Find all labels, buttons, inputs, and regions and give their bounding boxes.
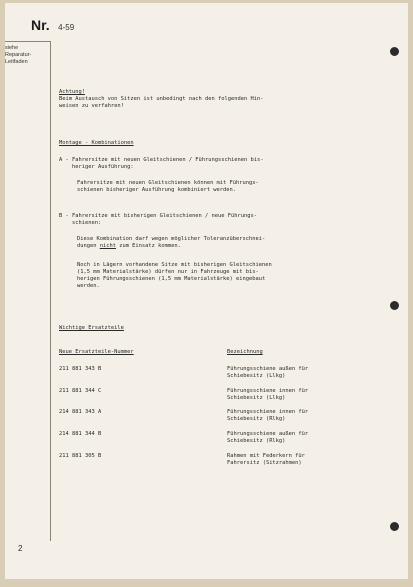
number-label: Nr. [31, 17, 50, 33]
part-description: Fahrersitz (Sitzrahmen) [227, 460, 302, 466]
parts-title: Wichtige Ersatzteile [59, 325, 124, 331]
part-description: Führungsschiene innen für [227, 409, 309, 415]
part-description: Schiebesitz (Llkg) [227, 395, 286, 401]
punch-hole [390, 522, 399, 531]
sheet-header [31, 17, 74, 35]
part-description: Schiebesitz (Rlkg) [227, 416, 286, 422]
achtung-title: Achtung! [59, 89, 85, 95]
montage-b-text: Diese Kombination darf wegen möglicher Toleranzüberschnei- [77, 236, 266, 242]
frame-line-left [50, 41, 51, 541]
part-number: 214 881 344 B [59, 431, 102, 437]
part-description: Schiebesitz (Rlkg) [227, 438, 286, 444]
part-description: Führungsschiene innen für [227, 388, 309, 394]
punch-hole [390, 301, 399, 310]
side-note-line: Reparatur- [5, 52, 32, 58]
punch-hole [390, 47, 399, 56]
montage-b-text2: herigen Führungsschienen (1,5 mm Materialstärke) eingebaut [77, 276, 266, 282]
achtung-line: weisen zu verfahren! [59, 103, 124, 109]
montage-b-text2: werden. [77, 283, 100, 289]
part-description: Führungsschiene außen für [227, 431, 309, 437]
page-number: 2 [18, 544, 23, 553]
part-description: Führungsschiene außen für [227, 366, 309, 372]
montage-b-text-part: zum Einsatz kommen. [115, 243, 181, 249]
montage-a-heading: A - Fahrersitze mit neuen Gleitschienen / Führungsschienen bis- [59, 157, 264, 163]
number-value: 4-59 [58, 23, 75, 32]
montage-b-heading: schienen: [59, 220, 102, 226]
part-number: 211 881 305 B [59, 453, 102, 459]
montage-a-text: Fahrersitze mit neuen Gleitschienen können mit Führungs- [77, 180, 259, 186]
montage-b-text2: (1,5 mm Materialstärke) dürfen nur in Fahrzeuge mit bis- [77, 269, 259, 275]
parts-column-number: Neue Ersatzteile-Nummer [59, 349, 134, 355]
part-number: 214 881 343 A [59, 409, 102, 415]
emphasis-nicht: nicht [99, 243, 116, 249]
montage-b-text-part: dungen [77, 243, 100, 249]
side-note-line: siehe [5, 45, 19, 51]
side-note-line: Leitfaden [5, 59, 28, 65]
montage-b-text2: Noch in Lägern vorhandene Sitze mit bisherigen Gleitschienen [77, 262, 272, 268]
side-note [5, 45, 31, 66]
part-number: 211 881 343 B [59, 366, 102, 372]
part-description: Schiebesitz (Llkg) [227, 373, 286, 379]
part-description: Rahmen mit Federkern für [227, 453, 305, 459]
frame-line-top [5, 41, 51, 42]
montage-title: Montage - Kombinationen [59, 140, 134, 146]
document-page [5, 3, 408, 579]
achtung-line: Beim Austausch von Sitzen ist unbedingt nach den folgenden Hin- [59, 96, 264, 102]
parts-column-description: Bezeichnung [227, 349, 263, 355]
montage-a-text: schienen bisheriger Ausführung kombiniert werden. [77, 187, 237, 193]
montage-b-text [77, 243, 181, 250]
montage-a-heading: heriger Ausführung: [59, 164, 134, 170]
part-number: 211 881 344 C [59, 388, 102, 394]
montage-b-heading: B - Fahrersitze mit bisherigen Gleitschienen / neue Führungs- [59, 213, 257, 219]
